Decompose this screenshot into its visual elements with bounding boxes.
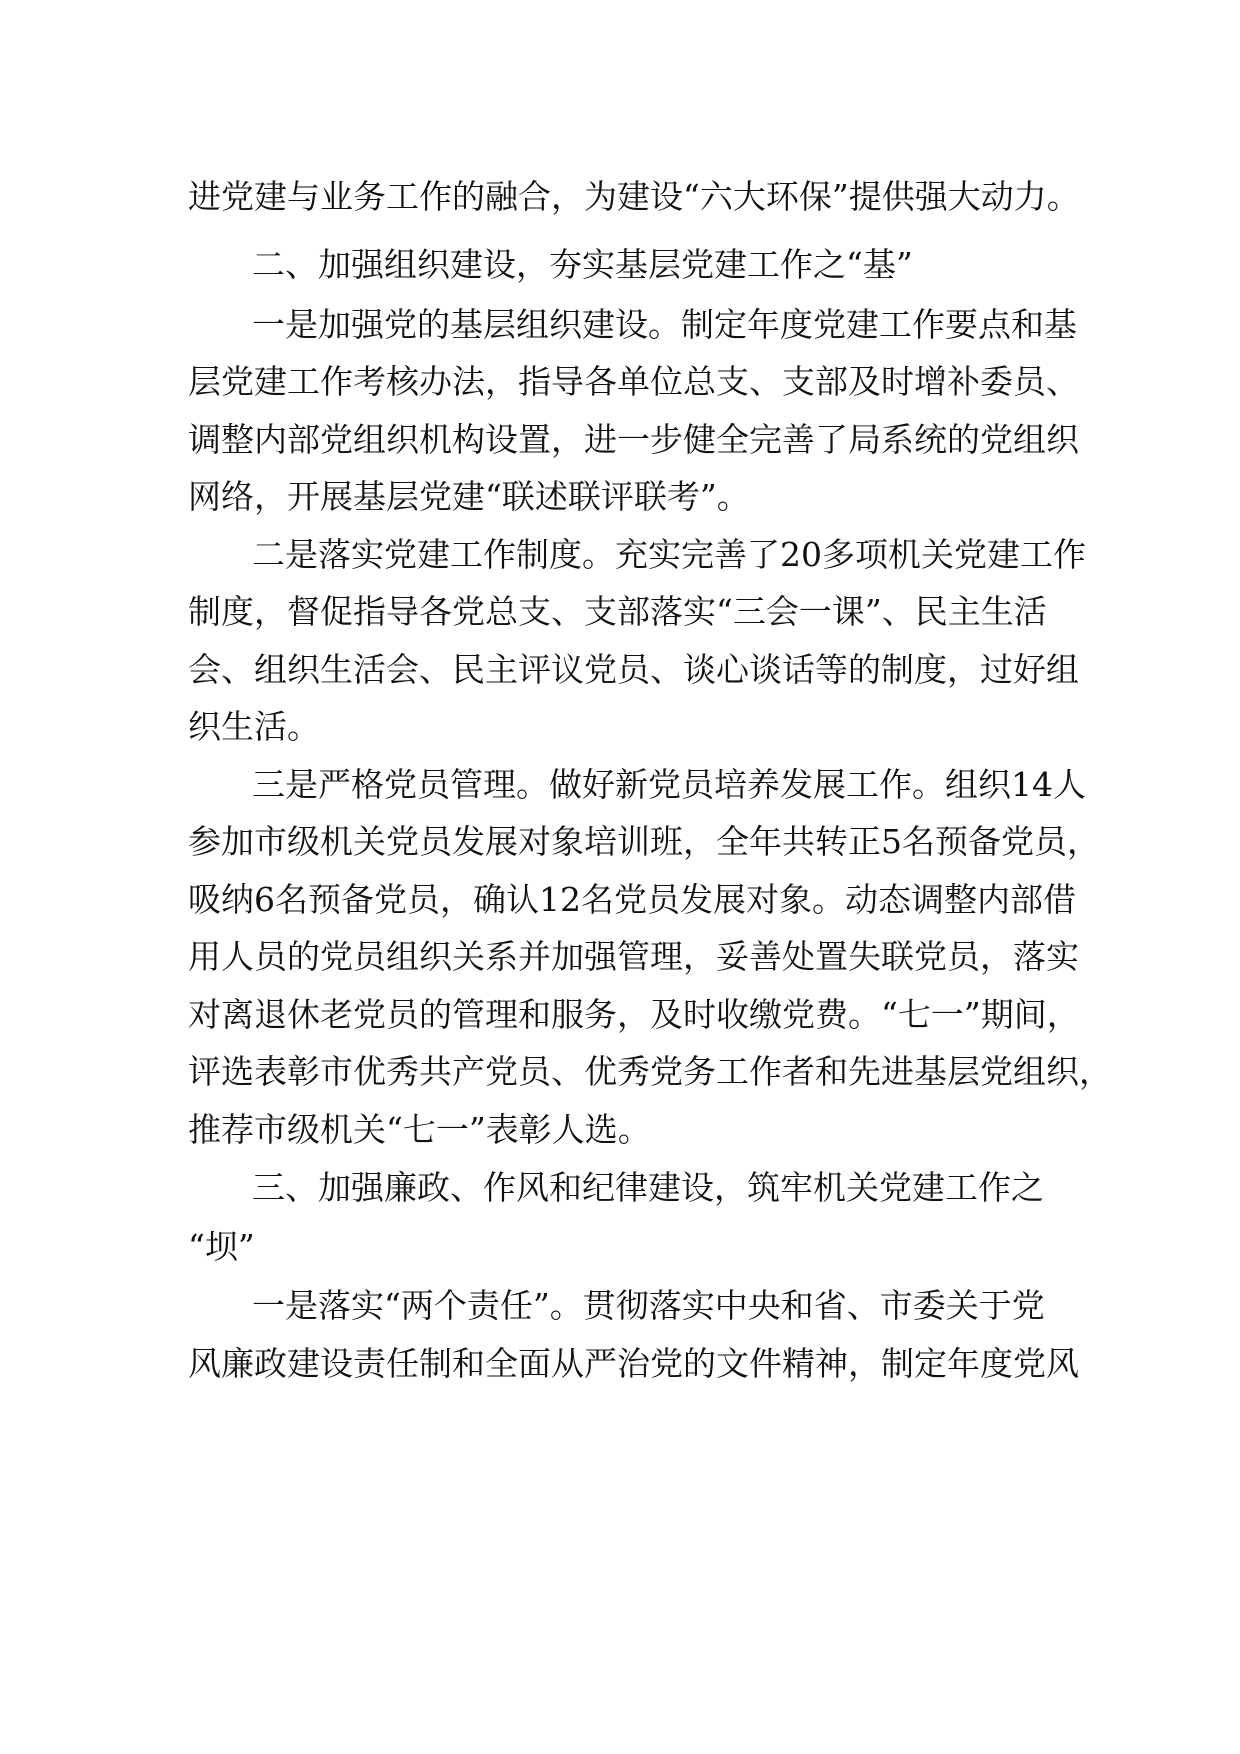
- paragraph-line: 用人员的党员组织关系并加强管理，妥善处置失联党员，落实: [188, 937, 1079, 976]
- paragraph-line: 进党建与业务工作的融合，为建设“六大环保”提供强大动力。: [188, 177, 1080, 216]
- paragraph-line: 一是加强党的基层组织建设。制定年度党建工作要点和基: [252, 305, 1077, 344]
- paragraph-line: 评选表彰市优秀共产党员、优秀党务工作者和先进基层党组织，: [188, 1052, 1112, 1091]
- paragraph-line: 推荐市级机关“七一”表彰人选。: [188, 1110, 651, 1149]
- paragraph-line: 三是严格党员管理。做好新党员培养发展工作。组织14人: [252, 765, 1086, 804]
- paragraph-line: 调整内部党组织机构设置，进一步健全完善了局系统的党组织: [188, 420, 1079, 459]
- paragraph-line: 制度，督促指导各党总支、支部落实“三会一课”、民主生活: [188, 592, 1047, 631]
- section-heading: 二、加强组织建设，夯实基层党建工作之“基”: [252, 245, 913, 284]
- paragraph-line: 二是落实党建工作制度。充实完善了20多项机关党建工作: [252, 535, 1086, 574]
- section-heading: 三、加强廉政、作风和纪律建设，筑牢机关党建工作之: [252, 1168, 1044, 1207]
- paragraph-line: 一是落实“两个责任”。贯彻落实中央和省、市委关于党: [252, 1286, 1045, 1325]
- paragraph-line: 层党建工作考核办法，指导各单位总支、支部及时增补委员、: [188, 362, 1079, 401]
- paragraph-line: 参加市级机关党员发展对象培训班，全年共转正5名预备党员，: [188, 822, 1100, 861]
- paragraph-line: 织生活。: [188, 707, 320, 746]
- paragraph-line: 会、组织生活会、民主评议党员、谈心谈话等的制度，过好组: [188, 650, 1079, 689]
- paragraph-line: 吸纳6名预备党员，确认12名党员发展对象。动态调整内部借: [188, 880, 1076, 919]
- section-heading-continuation: “坝”: [188, 1227, 255, 1266]
- paragraph-line: 对离退休老党员的管理和服务，及时收缴党费。“七一”期间，: [188, 995, 1080, 1034]
- paragraph-line: 风廉政建设责任制和全面从严治党的文件精神，制定年度党风: [188, 1344, 1079, 1383]
- paragraph-line: 网络，开展基层党建“联述联评联考”。: [188, 477, 750, 516]
